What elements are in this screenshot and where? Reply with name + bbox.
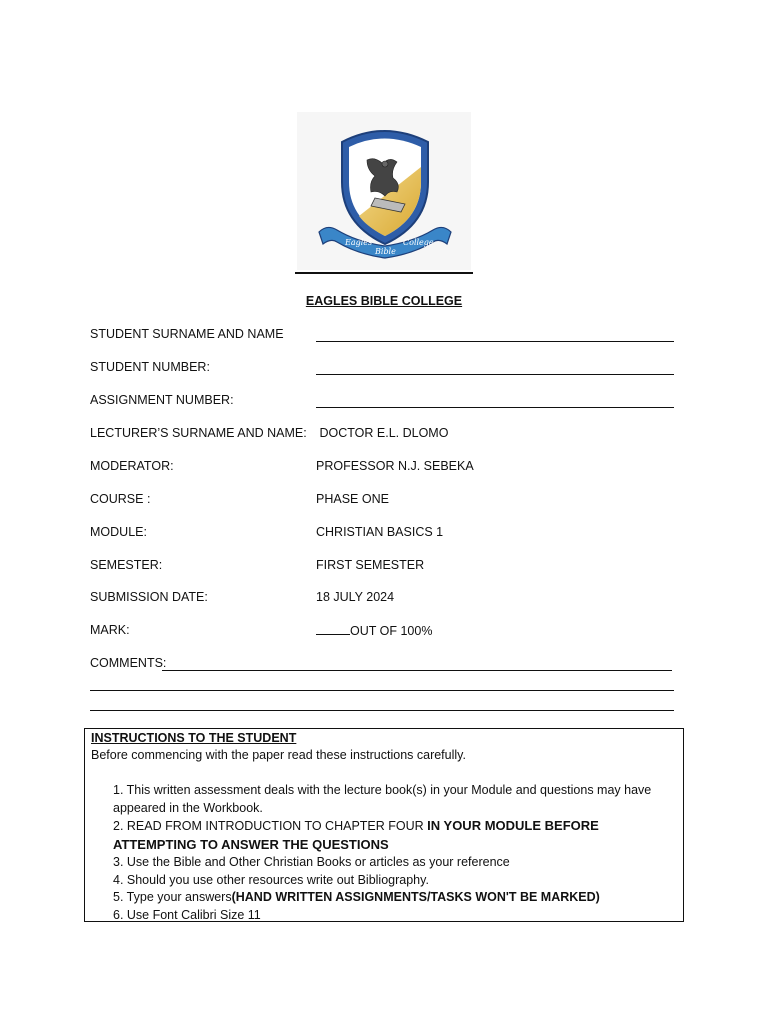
field-value: FIRST SEMESTER [316, 558, 425, 572]
field-lecturer [90, 426, 680, 444]
field-course [90, 492, 680, 510]
logo-divider [295, 272, 473, 274]
comments-line-3[interactable] [90, 710, 674, 711]
field-submission-date [90, 590, 680, 608]
instruction-item-4: 4. Should you use other resources write out Bibliography. [113, 872, 429, 887]
field-assignment-number [90, 393, 680, 411]
field-value: PHASE ONE [316, 492, 389, 506]
college-logo [297, 112, 471, 270]
instruction-item-3: 3. Use the Bible and Other Christian Books or articles as your reference [113, 855, 510, 869]
field-label: MODERATOR: [90, 459, 174, 473]
mark-blank[interactable] [316, 623, 350, 635]
field-module [90, 525, 680, 543]
mark-value: OUT OF 100% [350, 624, 433, 638]
instruction-item-5-text: 5. Type your answers [113, 890, 232, 904]
field-label: SUBMISSION DATE: [90, 590, 208, 604]
instruction-item-5 [113, 889, 679, 907]
field-value: 18 JULY 2024 [316, 590, 395, 604]
instruction-item-2-text: 2. READ FROM INTRODUCTION TO CHAPTER FOUR [113, 819, 428, 833]
field-label: STUDENT NUMBER: [90, 360, 210, 374]
student-number-blank[interactable] [316, 374, 674, 375]
banner-word-bible: Bible [375, 247, 396, 256]
instructions-heading: INSTRUCTIONS TO THE STUDENT [91, 731, 297, 745]
field-label: STUDENT SURNAME AND NAME [90, 327, 284, 341]
field-value [316, 623, 432, 638]
comments-line-1[interactable] [162, 670, 672, 671]
instructions-intro: Before commencing with the paper read these instructions carefully. [91, 748, 466, 762]
assignment-number-blank[interactable] [316, 407, 674, 408]
banner-word-eagles: Eagles [345, 238, 373, 247]
field-label: LECTURER’S SURNAME AND NAME: [90, 426, 307, 440]
field-label: MODULE: [90, 525, 147, 539]
instruction-item-2-emphasis: IN YOUR MODULE BEFORE ATTEMPTING TO ANSWER THE QUESTIONS [113, 818, 599, 852]
banner-word-college: College [403, 238, 434, 247]
field-value: CHRISTIAN BASICS 1 [316, 525, 444, 539]
field-semester [90, 558, 680, 576]
field-value: PROFESSOR N.J. SEBEKA [316, 459, 474, 473]
field-value: DOCTOR E.L. DLOMO [316, 426, 449, 440]
instructions-list [113, 782, 679, 924]
field-comments [90, 656, 680, 674]
comments-label: COMMENTS: [90, 656, 167, 670]
instruction-item-1: 1. This written assessment deals with the lecture book(s) in your Module and questions may have appeared in the Workbook. [113, 783, 652, 815]
field-student-number [90, 360, 680, 378]
field-label: ASSIGNMENT NUMBER: [90, 393, 234, 407]
comments-line-2[interactable] [90, 690, 674, 691]
instructions-box [84, 728, 684, 922]
student-name-blank[interactable] [316, 341, 674, 342]
shield-crest-icon [297, 112, 471, 270]
field-moderator [90, 459, 680, 477]
instruction-item-6: 6. Use Font Calibri Size 11 [113, 907, 261, 922]
field-label: MARK: [90, 623, 130, 637]
college-title: EAGLES BIBLE COLLEGE [305, 294, 463, 308]
field-mark [90, 623, 680, 641]
field-label: COURSE : [90, 492, 151, 506]
field-student-name [90, 327, 680, 345]
field-label: SEMESTER: [90, 558, 163, 572]
instruction-item-5-emphasis: (HAND WRITTEN ASSIGNMENTS/TASKS WON'T BE MARKED) [231, 890, 600, 904]
instruction-item-2 [113, 817, 679, 854]
